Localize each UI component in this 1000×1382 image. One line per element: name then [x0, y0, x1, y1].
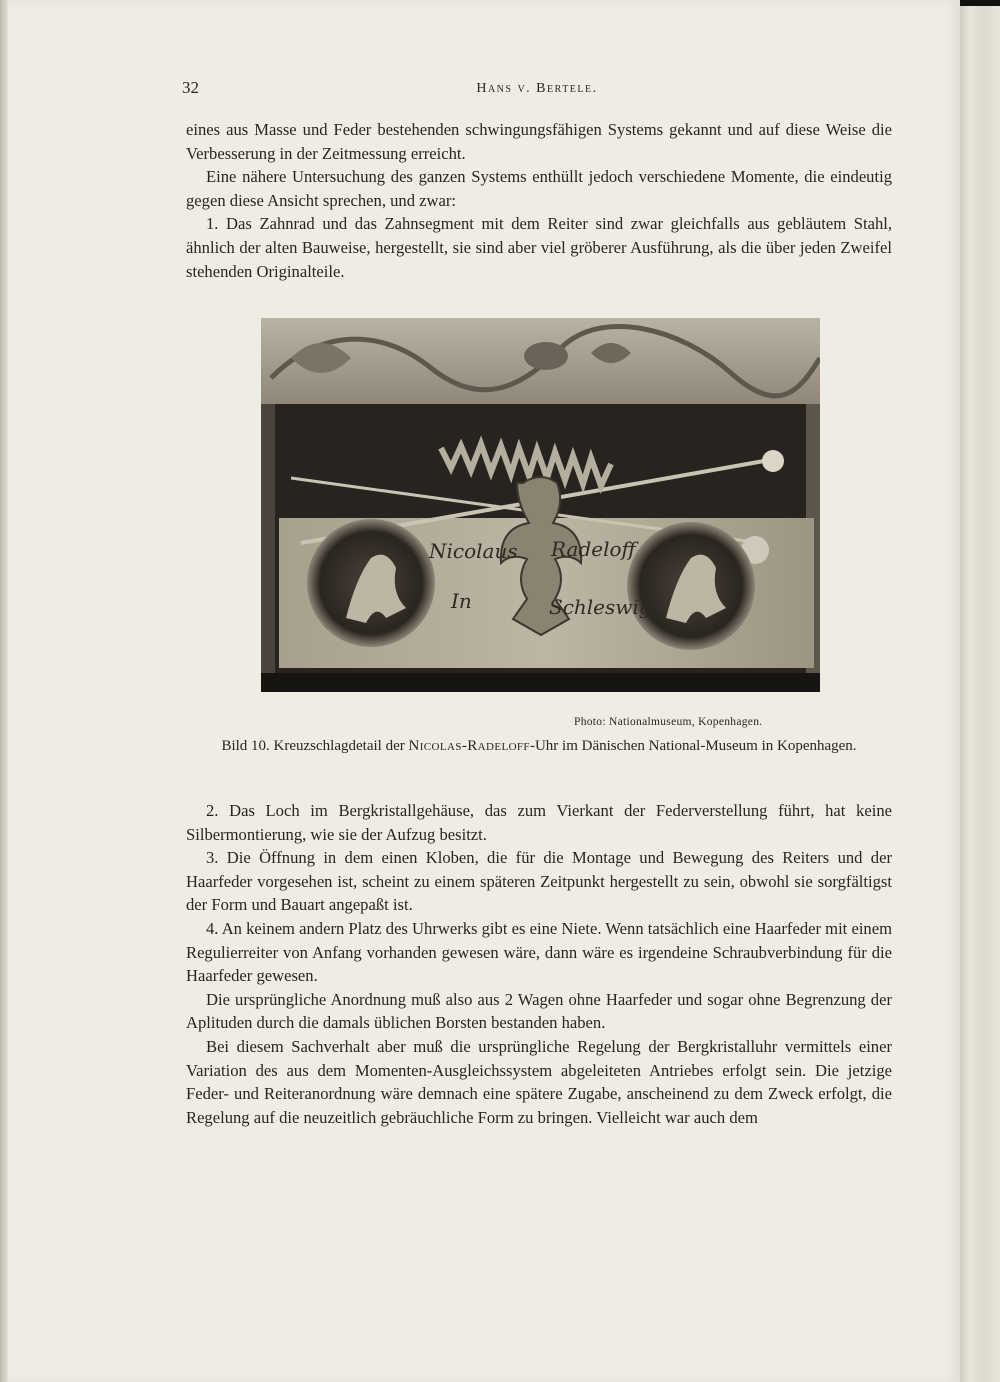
running-head: Hans v. Bertele. — [476, 81, 598, 96]
paragraph: eines aus Masse und Feder bestehenden schwingungsfähigen Systems gekannt und auf diese Weise die Verbesserung in der Zeitmessung erreicht. — [186, 120, 892, 163]
engraving-schleswig: Schleswig — [549, 595, 652, 619]
paragraph: 1. Das Zahnrad und das Zahnsegment mit dem Reiter sind zwar gleichfalls aus gebläutem Stahl, ähnlich der alten Bauweise, hergestellt, sie sind aber viel gröberer Ausführung, als die über jeden Zweifel stehenden Originalteile. — [186, 214, 892, 281]
scan-border — [960, 0, 1000, 6]
figure-caption — [186, 736, 892, 757]
engraving-in: In — [451, 589, 472, 613]
paragraph: Eine nähere Untersuchung des ganzen Systems enthüllt jedoch verschiedene Momente, die eindeutig gegen diese Ansicht sprechen, und zwar: — [186, 167, 892, 210]
caption-clock-name: Nicolas-Radeloff — [408, 738, 530, 754]
page-stack-edge — [960, 0, 1000, 1382]
engraving-nicolaus: Nicolaus — [429, 539, 518, 563]
clock-plate-photo — [261, 318, 820, 692]
caption-prefix: Bild 10. Kreuzschlagdetail der — [221, 738, 409, 754]
page-header — [182, 78, 892, 102]
text-block-bottom — [186, 799, 892, 1129]
photo-credit: Photo: Nationalmuseum, Kopenhagen. — [574, 716, 763, 728]
engraving-radeloff: Radeloff — [551, 537, 636, 561]
paragraph: Bei diesem Sachverhalt aber muß die ursprüngliche Regelung der Bergkristalluhr vermittels einer Variation des aus dem Momenten-Ausgleichssystem abgeleiteten Antriebes erfolgt sein. Die jetzige Feder- und Reiteranordnung wäre demnach eine spätere Zugabe, anscheinend zu dem Zweck erfolgt, die Regelung auf die neuzeitlich gebräuchliche Form zu bringen. Vielleicht war auch dem — [186, 1036, 892, 1127]
paragraph: 2. Das Loch im Bergkristallgehäuse, das zum Vierkant der Federverstellung führt, hat keine Silbermontierung, wie sie der Aufzug besitzt. — [186, 801, 892, 844]
page-number: 32 — [182, 78, 199, 97]
paragraph: 3. Die Öffnung in dem einen Kloben, die für die Montage und Bewegung des Reiters und der Haarfeder vorgesehen ist, scheint zu einem späteren Zeitpunkt hergestellt zu sein, obwohl sie sorgfältigst der Form und Bauart angepaßt ist. — [186, 848, 892, 915]
paragraph: Die ursprüngliche Anordnung muß also aus 2 Wagen ohne Haarfeder und sogar ohne Begrenzung der Aplituden durch die damals üblichen Borsten bestanden haben. — [186, 989, 892, 1033]
page-gutter — [0, 0, 8, 1382]
caption-suffix: -Uhr im Dänischen National-Museum in Kopenhagen. — [529, 738, 857, 754]
paragraph: 4. An keinem andern Platz des Uhrwerks gibt es eine Niete. Wenn tatsächlich eine Haarfeder mit einem Regulierreiter von Anfang vorhanden gewesen wäre, dann wäre es irgendeine Schraubverbindung für die Haarfeder gewesen. — [186, 918, 892, 986]
figure-photo — [261, 318, 820, 692]
text-block-top — [186, 118, 892, 283]
